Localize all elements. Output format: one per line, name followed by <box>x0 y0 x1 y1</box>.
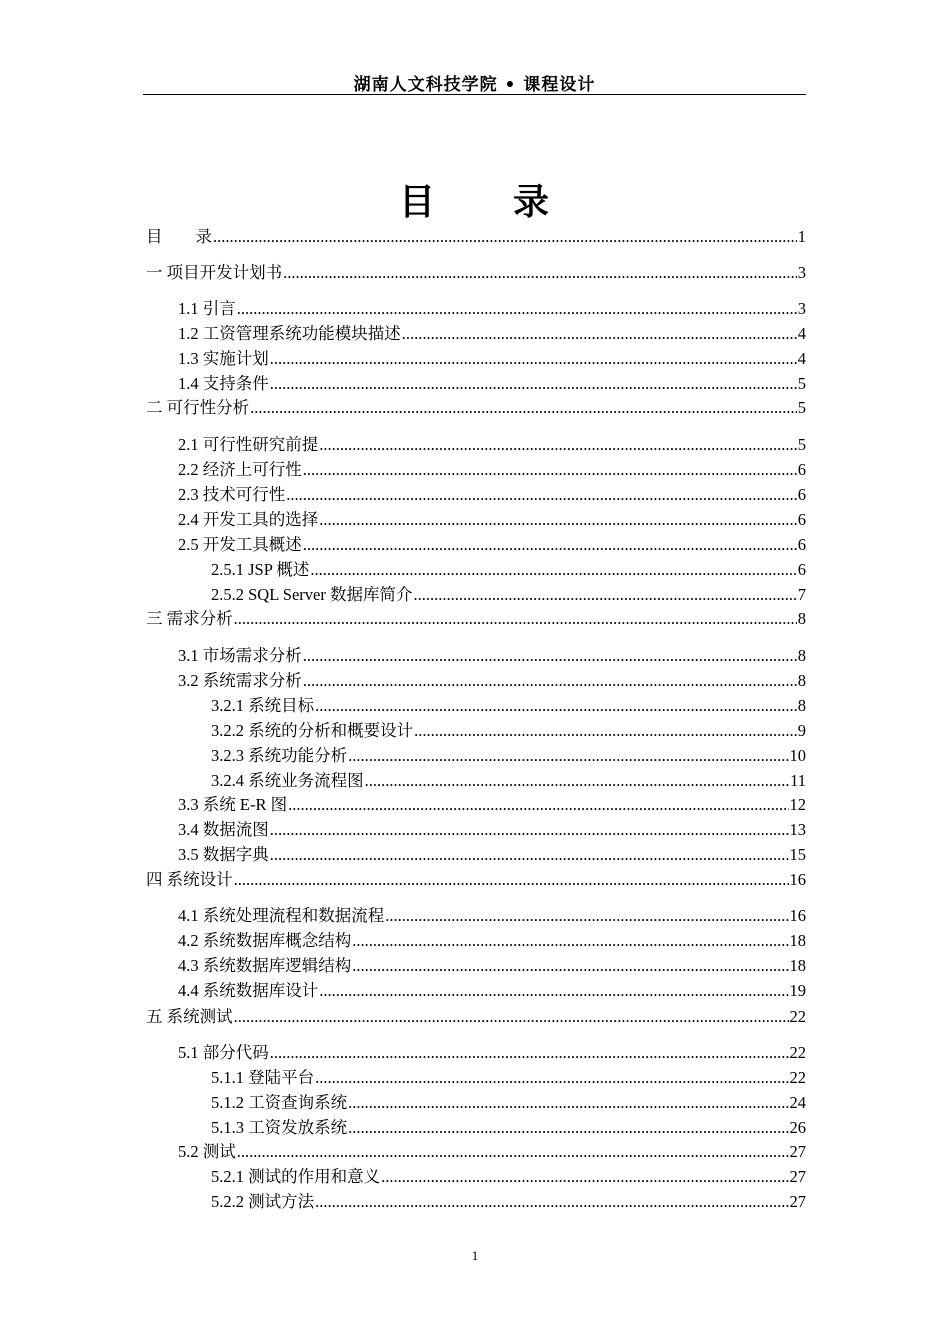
toc-dot-leader <box>319 980 788 1002</box>
toc-dot-leader <box>315 1191 788 1213</box>
toc-entry-page: 10 <box>789 746 806 765</box>
toc-entry-label: 3.4 数据流图 <box>178 820 269 839</box>
toc-entry-label: 5.1.3 工资发放系统 <box>211 1118 348 1137</box>
toc-dot-leader <box>237 1141 789 1163</box>
toc-entry-label: 四 系统设计 <box>146 870 233 889</box>
toc-entry-label: 目 录 <box>146 227 212 246</box>
toc-entry-page: 1 <box>797 227 806 246</box>
toc-entry-page: 24 <box>789 1093 806 1112</box>
toc-entry-page: 6 <box>797 510 806 529</box>
toc-entry-label: 3.2.4 系统业务流程图 <box>211 771 364 790</box>
toc-entry-page: 11 <box>790 771 806 790</box>
toc-dot-leader <box>283 262 797 284</box>
toc-dot-leader <box>352 930 788 952</box>
toc-entry-label: 1.4 支持条件 <box>178 374 269 393</box>
page-number: 1 <box>471 1248 479 1263</box>
toc-dot-leader <box>270 844 789 866</box>
toc-entry-page: 16 <box>789 906 806 925</box>
toc-dot-leader <box>348 1117 788 1139</box>
toc-dot-leader <box>270 348 797 370</box>
toc-dot-leader <box>288 794 788 816</box>
toc-entry[interactable] <box>211 745 806 767</box>
toc-entry[interactable] <box>178 905 806 927</box>
toc-entry[interactable] <box>211 1166 806 1188</box>
toc-entry[interactable] <box>211 559 806 581</box>
toc-entry[interactable] <box>146 869 806 891</box>
toc-entry[interactable] <box>178 819 806 841</box>
toc-entry[interactable] <box>178 434 806 456</box>
toc-entry[interactable] <box>178 509 806 531</box>
toc-entry-label: 4.3 系统数据库逻辑结构 <box>178 956 352 975</box>
toc-entry-label: 一 项目开发计划书 <box>146 263 283 282</box>
toc-entry[interactable] <box>146 1006 806 1028</box>
toc-entry-page: 16 <box>789 870 806 889</box>
toc-entry-page: 13 <box>789 820 806 839</box>
toc-dot-leader <box>348 1092 788 1114</box>
toc-entry-label: 3.2 系统需求分析 <box>178 671 302 690</box>
toc-entry[interactable] <box>146 262 806 284</box>
header-rule <box>143 94 806 95</box>
toc-entry[interactable] <box>211 770 806 792</box>
toc-entry[interactable] <box>178 980 806 1002</box>
toc-entry[interactable] <box>178 459 806 481</box>
toc-entry-page: 22 <box>789 1007 806 1026</box>
toc-entry[interactable] <box>211 1092 806 1114</box>
toc-entry-label: 2.5.1 JSP 概述 <box>211 560 310 579</box>
toc-entry-page: 7 <box>797 585 806 604</box>
toc-entry[interactable] <box>211 695 806 717</box>
toc-entry-label: 三 需求分析 <box>146 609 233 628</box>
toc-dot-leader <box>234 869 789 891</box>
toc-entry-page: 8 <box>797 671 806 690</box>
toc-entry-page: 22 <box>789 1068 806 1087</box>
toc-entry-label: 4.2 系统数据库概念结构 <box>178 931 352 950</box>
toc-entry[interactable] <box>178 1141 806 1163</box>
toc-entry-page: 8 <box>797 696 806 715</box>
toc-entry-label: 2.2 经济上可行性 <box>178 460 302 479</box>
toc-entry[interactable] <box>146 226 806 248</box>
toc-entry[interactable] <box>178 373 806 395</box>
toc-dot-leader <box>303 534 797 556</box>
toc-entry-page: 26 <box>789 1118 806 1137</box>
toc-entry[interactable] <box>211 1117 806 1139</box>
page-header: 湖南人文科技学院 • 课程设计 <box>353 75 596 95</box>
toc-entry-label: 3.2.3 系统功能分析 <box>211 746 348 765</box>
toc-entry-label: 5.1 部分代码 <box>178 1043 269 1062</box>
toc-dot-leader <box>286 484 797 506</box>
toc-entry-label: 2.1 可行性研究前提 <box>178 435 319 454</box>
toc-entry[interactable] <box>211 720 806 742</box>
toc-entry-label: 5.1.2 工资查询系统 <box>211 1093 348 1112</box>
toc-dot-leader <box>250 397 797 419</box>
toc-entry-page: 5 <box>797 374 806 393</box>
toc-entry[interactable] <box>178 844 806 866</box>
toc-entry[interactable] <box>178 670 806 692</box>
toc-entry-page: 6 <box>797 560 806 579</box>
toc-entry-label: 5.2 测试 <box>178 1142 236 1161</box>
toc-entry-label: 1.3 实施计划 <box>178 349 269 368</box>
toc-entry-page: 15 <box>789 845 806 864</box>
toc-entry[interactable] <box>178 794 806 816</box>
toc-dot-leader <box>234 1006 789 1028</box>
toc-entry[interactable] <box>178 484 806 506</box>
toc-dot-leader <box>234 608 797 630</box>
toc-entry-label: 3.2.1 系统目标 <box>211 696 315 715</box>
toc-entry-page: 8 <box>797 646 806 665</box>
toc-entry-page: 3 <box>797 263 806 282</box>
toc-entry[interactable] <box>178 955 806 977</box>
toc-entry-label: 3.3 系统 E-R 图 <box>178 795 288 814</box>
toc-dot-leader <box>270 819 789 841</box>
toc-entry-page: 18 <box>789 956 806 975</box>
toc-entry-page: 19 <box>789 981 806 1000</box>
toc-entry-page: 18 <box>789 931 806 950</box>
toc-entry-page: 27 <box>789 1142 806 1161</box>
toc-entry-page: 22 <box>789 1043 806 1062</box>
toc-entry[interactable] <box>211 584 806 606</box>
toc-entry[interactable] <box>146 397 806 419</box>
toc-dot-leader <box>213 226 797 248</box>
toc-entry-label: 5.2.2 测试方法 <box>211 1192 315 1211</box>
toc-entry-label: 5.1.1 登陆平台 <box>211 1068 315 1087</box>
toc-entry-label: 2.5 开发工具概述 <box>178 535 302 554</box>
toc-dot-leader <box>402 323 797 345</box>
toc-dot-leader <box>414 584 797 606</box>
toc-entry[interactable] <box>178 348 806 370</box>
toc-entry-label: 3.5 数据字典 <box>178 845 269 864</box>
toc-entry-page: 27 <box>789 1192 806 1211</box>
toc-entry[interactable] <box>178 534 806 556</box>
toc-entry[interactable] <box>211 1067 806 1089</box>
toc-title: 目 录 <box>398 182 551 223</box>
toc-entry-label: 2.5.2 SQL Server 数据库简介 <box>211 585 413 604</box>
toc-dot-leader <box>319 434 797 456</box>
toc-entry-page: 6 <box>797 460 806 479</box>
toc-entry-label: 二 可行性分析 <box>146 398 250 417</box>
toc-dot-leader <box>315 695 797 717</box>
toc-entry-label: 4.4 系统数据库设计 <box>178 981 319 1000</box>
toc-entry-page: 6 <box>797 485 806 504</box>
toc-entry-label: 1.2 工资管理系统功能模块描述 <box>178 324 401 343</box>
toc-entry-page: 5 <box>797 435 806 454</box>
toc-entry-page: 27 <box>789 1167 806 1186</box>
toc-dot-leader <box>315 1067 788 1089</box>
toc-entry-label: 4.1 系统处理流程和数据流程 <box>178 906 385 925</box>
toc-entry-page: 8 <box>797 609 806 628</box>
toc-entry[interactable] <box>178 1042 806 1064</box>
toc-entry-label: 5.2.1 测试的作用和意义 <box>211 1167 381 1186</box>
toc-entry[interactable] <box>146 608 806 630</box>
toc-dot-leader <box>365 770 789 792</box>
toc-dot-leader <box>385 905 788 927</box>
toc-entry[interactable] <box>178 323 806 345</box>
toc-entry-page: 12 <box>789 795 806 814</box>
toc-entry-label: 3.2.2 系统的分析和概要设计 <box>211 721 414 740</box>
toc-entry-label: 3.1 市场需求分析 <box>178 646 302 665</box>
toc-dot-leader <box>303 670 797 692</box>
toc-dot-leader <box>414 720 797 742</box>
toc-entry[interactable] <box>178 930 806 952</box>
toc-entry-label: 2.4 开发工具的选择 <box>178 510 319 529</box>
toc-entry-page: 5 <box>797 398 806 417</box>
toc-dot-leader <box>270 373 797 395</box>
toc-dot-leader <box>348 745 788 767</box>
toc-entry[interactable] <box>178 298 806 320</box>
toc-dot-leader <box>381 1166 788 1188</box>
toc-entry-label: 1.1 引言 <box>178 299 236 318</box>
toc-dot-leader <box>319 509 797 531</box>
toc-entry-page: 3 <box>797 299 806 318</box>
toc-entry-label: 五 系统测试 <box>146 1007 233 1026</box>
toc-entry[interactable] <box>211 1191 806 1213</box>
toc-dot-leader <box>237 298 797 320</box>
toc-dot-leader <box>303 645 797 667</box>
toc-entry-label: 2.3 技术可行性 <box>178 485 286 504</box>
toc-dot-leader <box>303 459 797 481</box>
toc-entry-page: 9 <box>797 721 806 740</box>
toc-dot-leader <box>310 559 796 581</box>
toc-entry-page: 4 <box>797 324 806 343</box>
toc-entry-page: 6 <box>797 535 806 554</box>
toc-entry-page: 4 <box>797 349 806 368</box>
toc-dot-leader <box>270 1042 789 1064</box>
toc-entry[interactable] <box>178 645 806 667</box>
toc-dot-leader <box>352 955 788 977</box>
